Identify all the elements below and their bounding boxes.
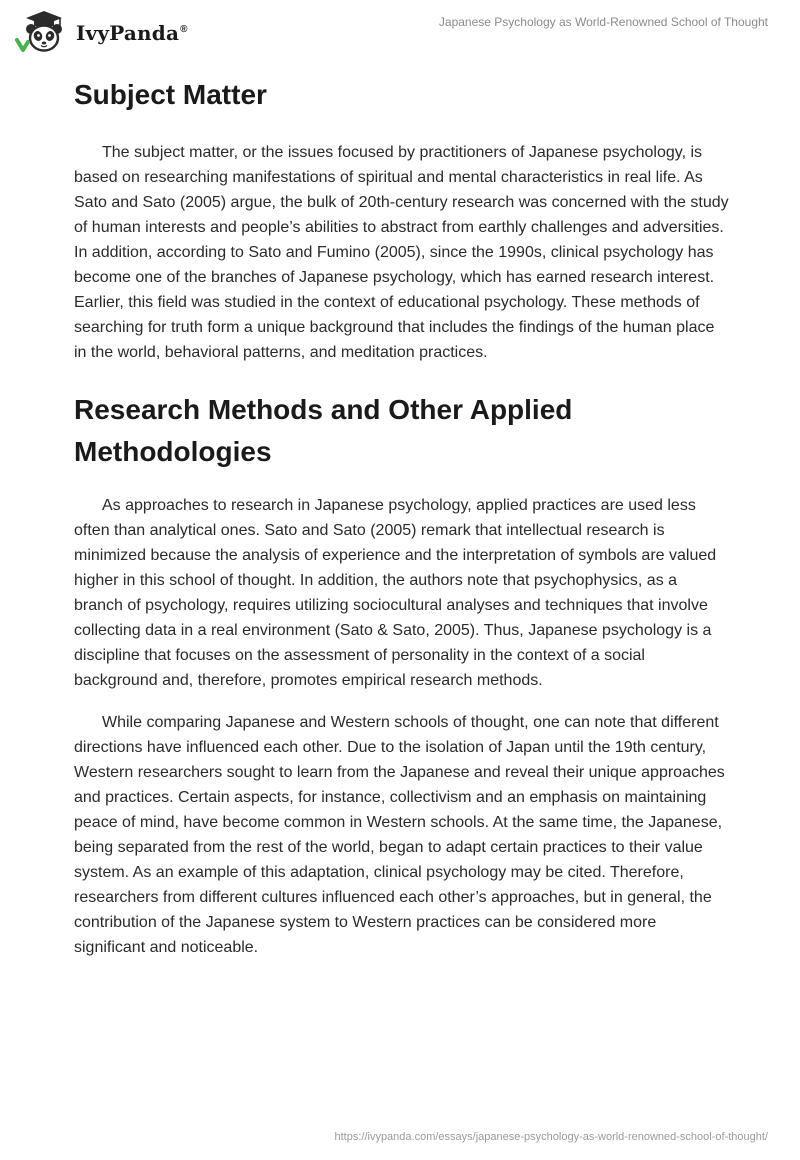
essay-content bbox=[74, 74, 730, 960]
brand-name-text: IvyPanda bbox=[76, 21, 180, 45]
page-header bbox=[0, 0, 800, 60]
ivypanda-logo[interactable] bbox=[14, 9, 188, 55]
running-title: Japanese Psychology as World-Renowned School of Thought bbox=[438, 15, 768, 29]
registered-mark: ® bbox=[180, 24, 188, 36]
panda-graduate-icon bbox=[14, 9, 72, 55]
source-url-link[interactable]: https://ivypanda.com/essays/japanese-psychology-as-world-renowned-school-of-thought/ bbox=[334, 1131, 768, 1143]
section-heading-research-methods: Research Methods and Other Applied Methodologies bbox=[74, 394, 573, 467]
brand-name bbox=[76, 21, 188, 45]
paragraph: The subject matter, or the issues focused by practitioners of Japanese psychology, is based on researching manifestations of spiritual and mental characteristics in real life. As Sato and Sato (2005) argue, the bulk of 20th-century research was concerned with the study of human interests and people’s abilities to abstract from earthly challenges and adversities. In addition, according to Sato and Fumino (2005), since the 1990s, clinical psychology has become one of the branches of Japanese psychology, which has earned research interest. Earlier, this field was studied in the context of educational psychology. These methods of searching for truth form a unique background that includes the findings of the human place in the world, behavioral patterns, and meditation practices. bbox=[74, 144, 729, 361]
paragraph: As approaches to research in Japanese psychology, applied practices are used less often than analytical ones. Sato and Sato (2005) remark that intellectual research is minimized because the analysis of experience and the interpretation of symbols are valued higher in this school of thought. In addition, the authors note that psychophysics, as a branch of psychology, requires utilizing sociocultural analyses and techniques that involve collecting data in a real environment (Sato & Sato, 2005). Thus, Japanese psychology is a discipline that focuses on the assessment of personality in the context of a social background and, therefore, promotes empirical research methods. bbox=[74, 497, 717, 689]
paragraph: While comparing Japanese and Western schools of thought, one can note that different directions have influenced each other. Due to the isolation of Japan until the 19th century, Western researchers sought to learn from the Japanese and reveal their unique approaches and practices. Certain aspects, for instance, collectivism and an emphasis on maintaining peace of mind, have become common in Western schools. At the same time, the Japanese, being separated from the rest of the world, began to adapt certain practices to their value system. As an example of this adaptation, clinical psychology may be cited. Therefore, researchers from different cultures influenced each other’s approaches, but in general, the contribution of the Japanese system to Western practices can be considered more significant and noticeable. bbox=[74, 714, 725, 956]
section-heading-subject-matter: Subject Matter bbox=[74, 79, 267, 110]
